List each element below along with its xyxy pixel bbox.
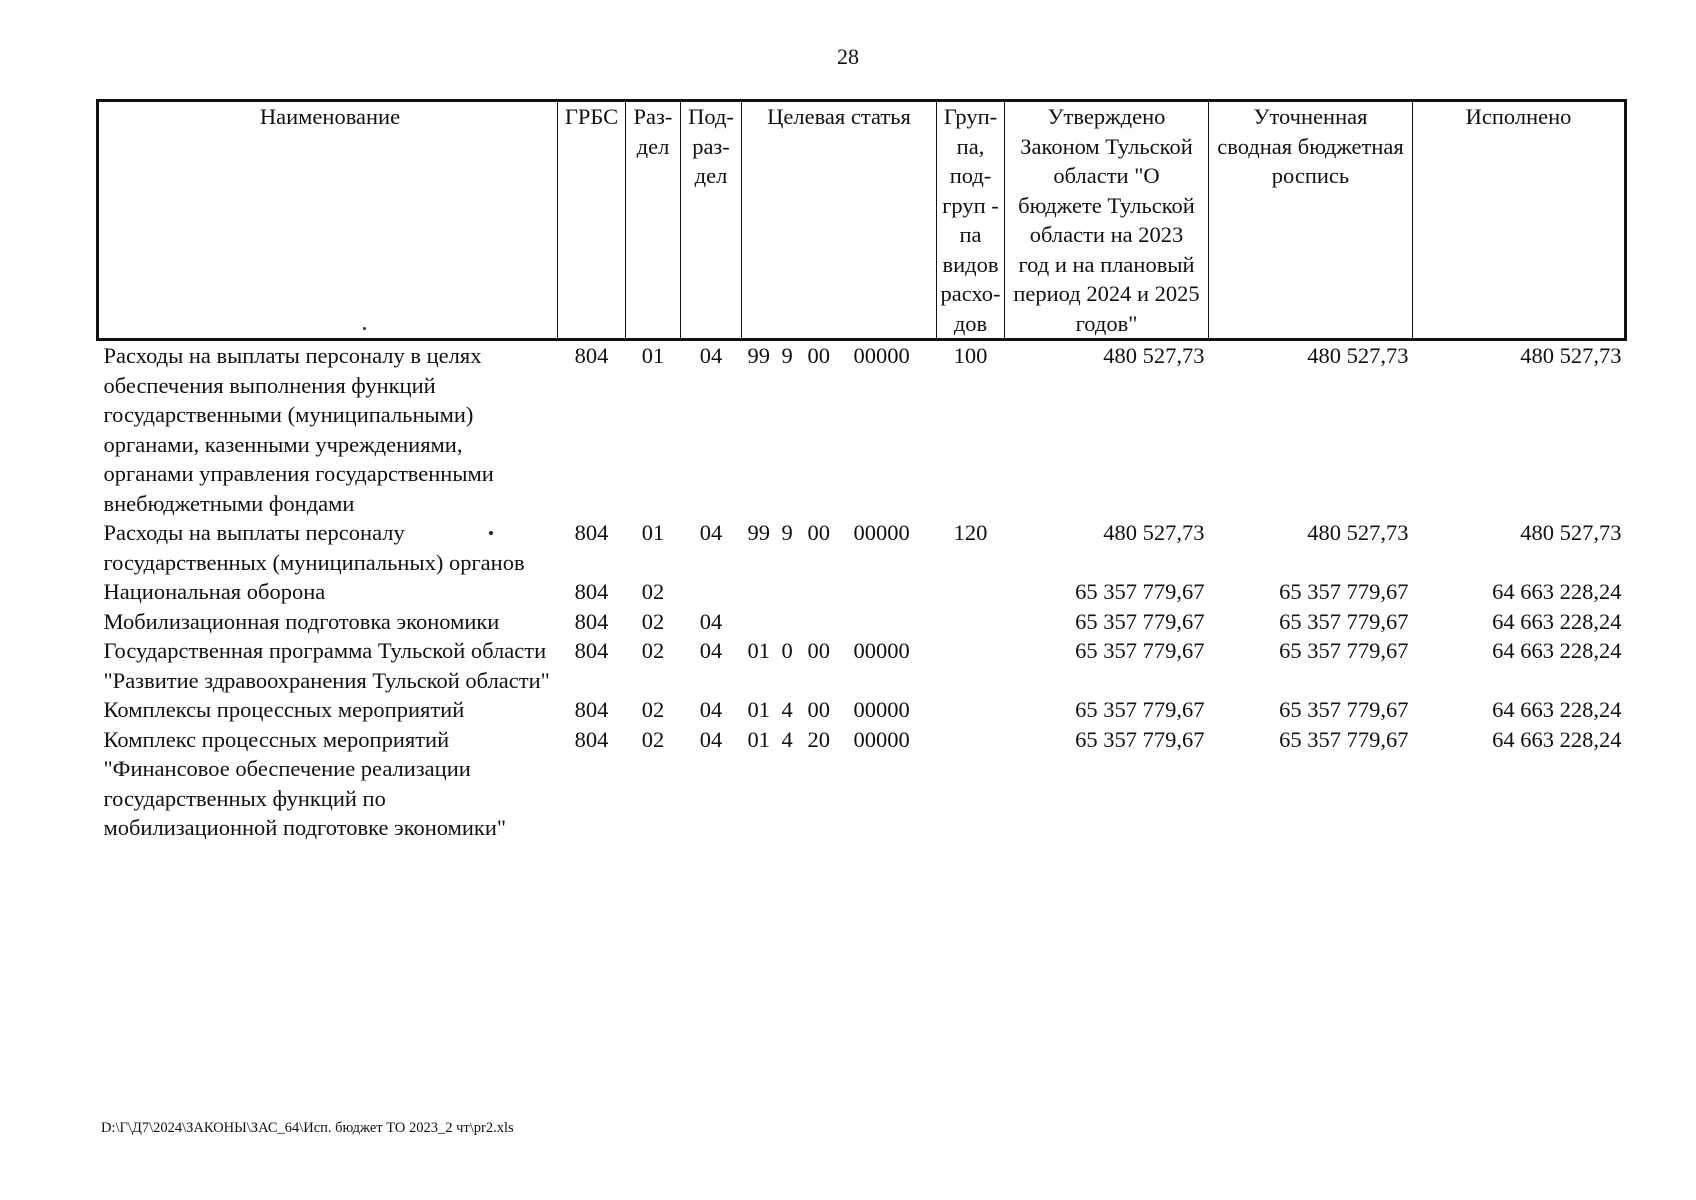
cell-group [937, 695, 1005, 725]
table-row [98, 725, 1626, 843]
cell-target [742, 695, 937, 725]
cell-executed: 64 663 228,24 [1492, 726, 1622, 752]
cell-target [742, 340, 937, 519]
cell-group [937, 725, 1005, 843]
cell-executed: 64 663 228,24 [1492, 697, 1622, 722]
cell-name: Расходы на выплаты персоналу в целях обеспечения выполнения функций государственными (муниципальными) органами, казенными учреждениями, органами управления государственными внебюджетными фондами [103, 343, 494, 516]
table-row [98, 607, 1626, 637]
target-type: 0 [781, 638, 793, 663]
table-row [98, 340, 1626, 519]
cell-name: Расходы на выплаты персоналу государственных (муниципальных) органов [103, 520, 525, 575]
target-direction: 00000 [853, 343, 910, 368]
header-name [98, 101, 558, 340]
cell-section: 02 [641, 638, 665, 663]
cell-subsection: 04 [699, 697, 723, 722]
cell-approved: 480 527,73 [1103, 343, 1205, 368]
target-type: 4 [781, 726, 793, 752]
target-event: 00 [807, 520, 830, 545]
budget-table [96, 99, 1627, 843]
cell-approved: 480 527,73 [1103, 520, 1205, 545]
target-event: 20 [807, 726, 830, 752]
cell-section: 02 [641, 579, 665, 604]
cell-name: Государственная программа Тульской области "Развитие здравоохранения Тульской области" [103, 638, 550, 693]
cell-name: Мобилизационная подготовка экономики [103, 608, 500, 634]
cell-approved: 65 357 779,67 [1075, 638, 1205, 663]
target-program: 01 [747, 638, 770, 663]
header-section [626, 101, 681, 340]
header-grbs-text: ГРБС [564, 104, 619, 129]
cell-grbs: 804 [574, 343, 609, 368]
header-refined-text: Уточненная сводная бюджетная роспись [1217, 104, 1404, 188]
target-event: 00 [807, 343, 830, 368]
cell-subsection: 04 [699, 638, 723, 663]
table-row [98, 577, 1626, 607]
header-refined [1209, 101, 1413, 340]
target-type: 4 [781, 697, 793, 722]
cell-approved: 65 357 779,67 [1075, 579, 1205, 604]
target-type: 9 [781, 520, 793, 545]
target-program: 01 [747, 726, 770, 752]
cell-target [742, 518, 937, 577]
cell-section: 01 [641, 343, 665, 368]
header-executed-text: Исполнено [1465, 104, 1572, 129]
file-path-footer: D:\Г\Д7\2024\ЗАКОНЫ\ЗАС_64\Исп. бюджет ТО 2023_2 чт\pr2.xls [101, 1120, 514, 1136]
header-section-text: Раз- дел [633, 104, 673, 159]
cell-refined: 480 527,73 [1307, 520, 1409, 545]
target-direction: 00000 [853, 726, 910, 752]
cell-group [937, 636, 1005, 695]
cell-subsection: 04 [699, 726, 723, 752]
page-number: 28 [837, 44, 859, 69]
header-approved [1005, 101, 1209, 340]
cell-target [742, 636, 937, 695]
cell-executed: 64 663 228,24 [1492, 638, 1622, 663]
table-row [98, 695, 1626, 725]
header-group [937, 101, 1005, 340]
header-group-text: Груп- па, под- груп - па видов расхо- дов [940, 104, 1001, 336]
cell-approved: 65 357 779,67 [1075, 608, 1205, 634]
cell-group [937, 577, 1005, 607]
cell-subsection: 04 [699, 520, 723, 545]
cell-target [742, 725, 937, 843]
cell-group: 120 [953, 520, 988, 545]
header-stray-dot [363, 327, 366, 330]
cell-executed: 480 527,73 [1520, 343, 1622, 368]
cell-refined: 65 357 779,67 [1279, 726, 1409, 752]
target-type: 9 [781, 343, 793, 368]
cell-target [742, 607, 937, 637]
cell-approved: 65 357 779,67 [1075, 726, 1205, 752]
cell-section: 02 [641, 608, 665, 634]
header-target [742, 101, 937, 340]
cell-refined: 480 527,73 [1307, 343, 1409, 368]
cell-grbs: 804 [574, 638, 609, 663]
table-row [98, 636, 1626, 695]
target-program: 99 [747, 343, 770, 368]
cell-subsection: 04 [699, 343, 723, 368]
header-grbs [558, 101, 626, 340]
stray-dot [489, 531, 493, 535]
cell-executed: 480 527,73 [1520, 520, 1622, 545]
header-subsection-text: Под- раз- дел [688, 104, 734, 188]
header-subsection [681, 101, 742, 340]
cell-refined: 65 357 779,67 [1279, 638, 1409, 663]
target-direction: 00000 [853, 520, 910, 545]
header-name-text: Наименование [259, 104, 401, 129]
cell-group [937, 607, 1005, 637]
target-event: 00 [807, 697, 830, 722]
cell-refined: 65 357 779,67 [1279, 608, 1409, 634]
cell-section: 02 [641, 697, 665, 722]
target-program: 99 [747, 520, 770, 545]
cell-grbs: 804 [574, 520, 609, 545]
cell-group: 100 [953, 343, 988, 368]
target-direction: 00000 [853, 697, 910, 722]
table-row [98, 518, 1626, 577]
cell-grbs: 804 [574, 579, 609, 604]
target-event: 00 [807, 638, 830, 663]
cell-refined: 65 357 779,67 [1279, 579, 1409, 604]
target-program: 01 [747, 697, 770, 722]
cell-subsection: 04 [699, 608, 723, 634]
cell-refined: 65 357 779,67 [1279, 697, 1409, 722]
target-direction: 00000 [853, 638, 910, 663]
cell-grbs: 804 [574, 697, 609, 722]
cell-subsection [681, 577, 742, 607]
cell-target [742, 577, 937, 607]
cell-name: Национальная оборона [103, 579, 326, 604]
header-executed [1413, 101, 1626, 340]
cell-name: Комплексы процессных мероприятий [103, 697, 465, 722]
cell-executed: 64 663 228,24 [1492, 608, 1622, 634]
cell-name: Комплекс процессных мероприятий "Финансовое обеспечение реализации государственных функций по мобилизационной подготовке экономики" [103, 726, 507, 840]
cell-executed: 64 663 228,24 [1492, 579, 1622, 604]
table-header-row [98, 101, 1626, 340]
cell-approved: 65 357 779,67 [1075, 697, 1205, 722]
header-target-text: Целевая статья [767, 104, 911, 129]
cell-section: 01 [641, 520, 665, 545]
cell-grbs: 804 [574, 608, 609, 634]
header-approved-text: Утверждено Законом Тульской области "О бюджете Тульской области на 2023 год и на плановый период 2024 и 2025 годов" [1013, 104, 1200, 336]
cell-section: 02 [641, 726, 665, 752]
cell-grbs: 804 [574, 726, 609, 752]
